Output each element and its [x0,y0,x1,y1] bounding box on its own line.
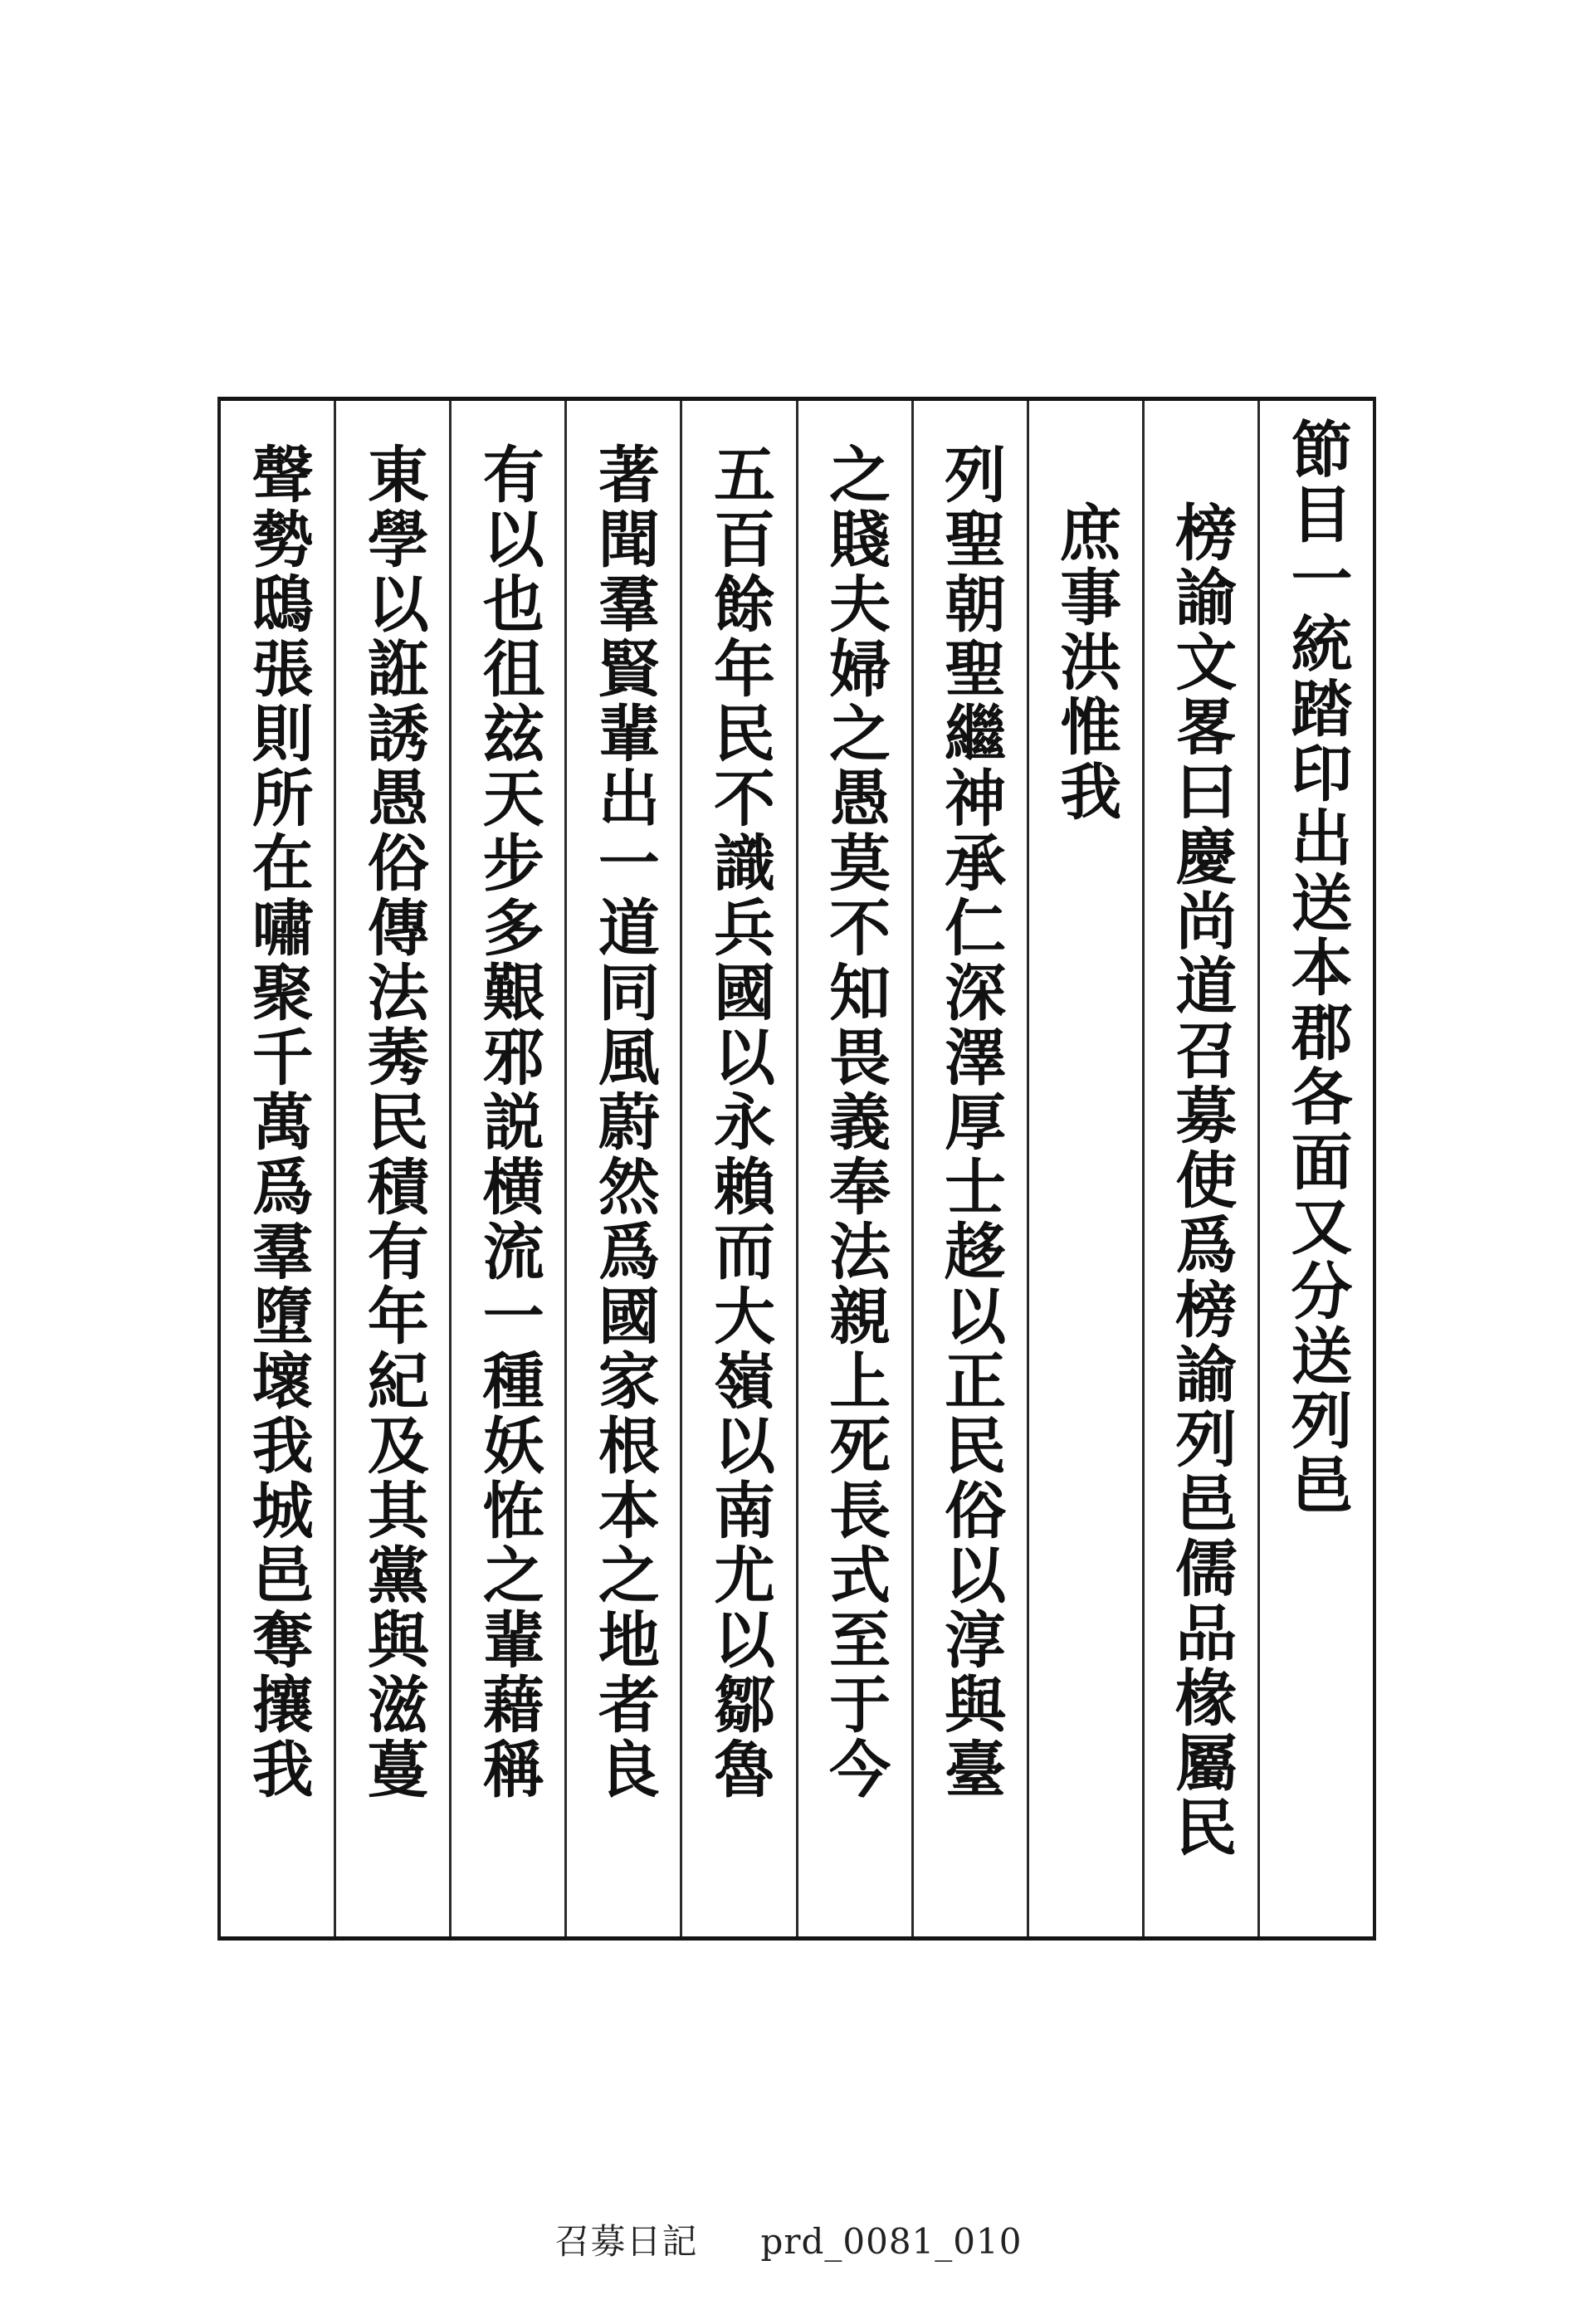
column-text: 聲勢鴟張則所在嘯聚千萬爲羣墮壞我城邑奪攘我 [242,442,314,1802]
text-column-3 [1027,401,1142,1936]
column-text: 著聞羣賢輩出一道同風蔚然爲國家根本之地者良 [588,442,660,1802]
text-frame [217,397,1376,1941]
text-column-9 [334,401,449,1936]
column-text: 五百餘年民不識兵國以永賴而大嶺以南尤以鄒魯 [703,442,775,1802]
text-column-8 [449,401,564,1936]
text-column-1 [1257,401,1373,1936]
column-text: 列聖朝聖繼神承仁深澤厚士趍以正民俗以淳與臺 [935,442,1007,1802]
column-text: 榜諭文畧曰慶尚道召募使爲榜諭列邑儒品椽屬民 [1165,500,1238,1860]
text-column-7 [564,401,680,1936]
text-column-4 [911,401,1027,1936]
column-text: 之賤夫婦之愚莫不知畏義奉法親上死長式至于今 [819,442,891,1802]
column-text: 節目一統踏印出送本郡各面又分送列邑 [1281,417,1353,1518]
book-title: 召募日記 [554,2221,698,2262]
column-text: 有以也徂玆天步多艱邪説横流一種妖恠之輩藉稱 [472,442,544,1802]
page-code: prd_0081_010 [760,2221,1023,2262]
text-column-5 [796,401,911,1936]
text-column-2 [1142,401,1257,1936]
text-column-6 [680,401,795,1936]
text-column-10 [221,401,334,1936]
column-text: 東學以誑誘愚俗傳法莠民積有年紀及其黨與滋蔓 [357,442,429,1802]
page-footer [0,2214,1577,2264]
column-text: 庶事洪惟我 [1050,500,1122,824]
